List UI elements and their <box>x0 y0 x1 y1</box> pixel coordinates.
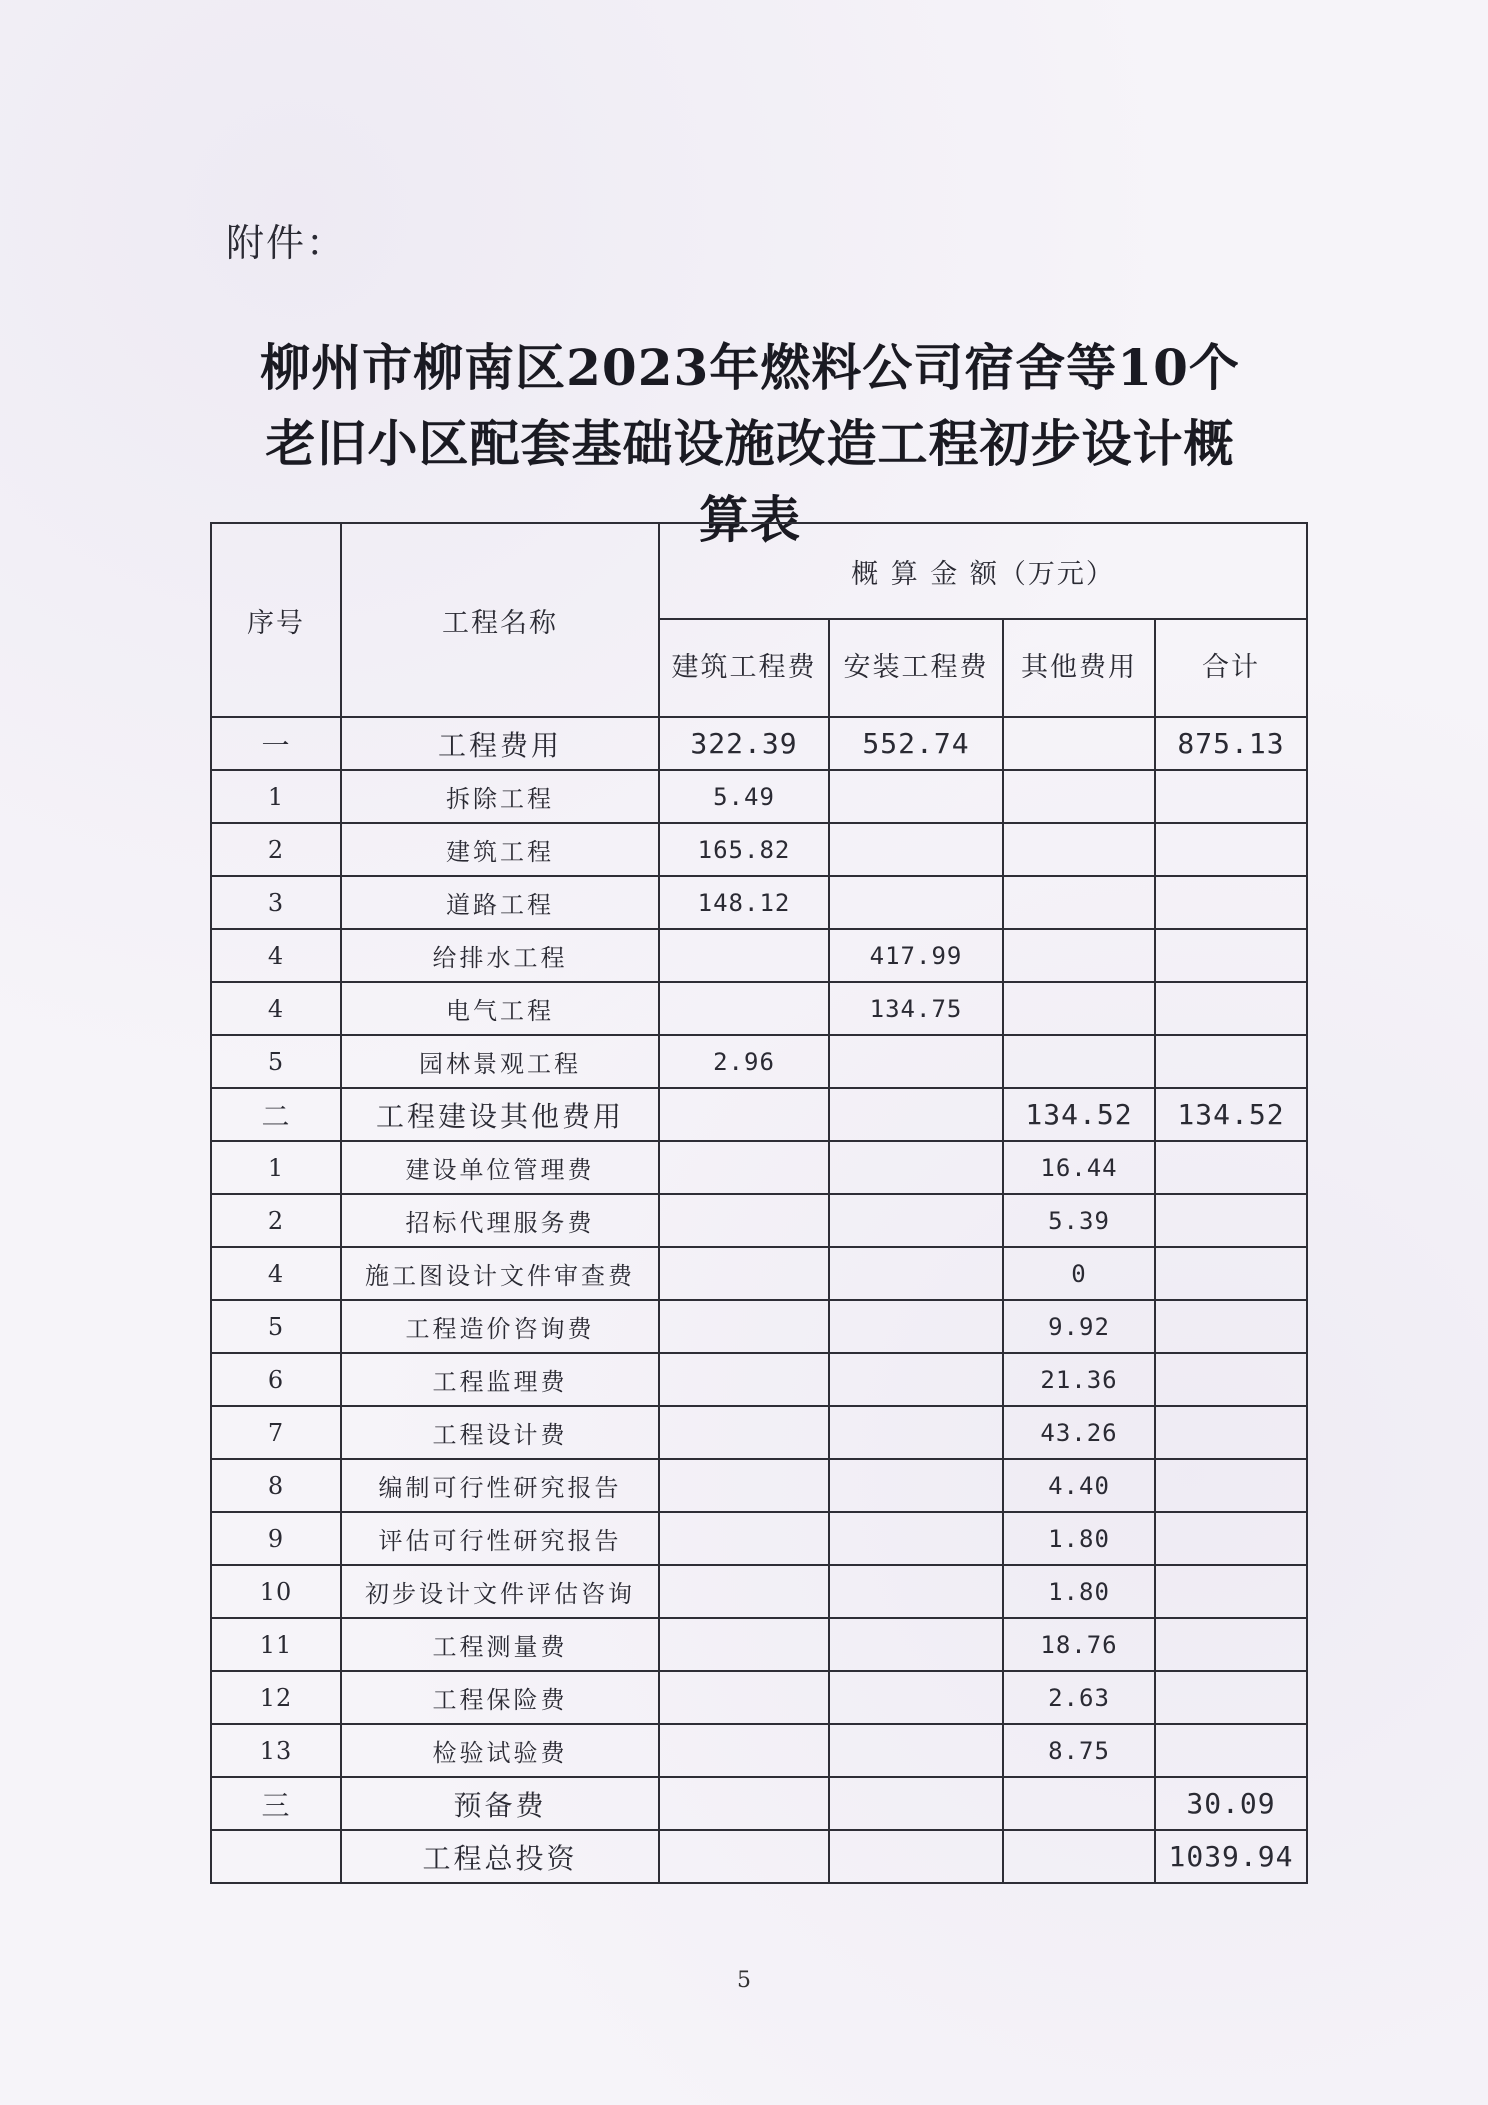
total-cell <box>1155 1035 1307 1088</box>
construction-cell <box>659 1459 829 1512</box>
other-cell <box>1003 823 1155 876</box>
total-cell <box>1155 1353 1307 1406</box>
name-cell: 拆除工程 <box>341 770 659 823</box>
name-cell: 施工图设计文件审查费 <box>341 1247 659 1300</box>
total-cell <box>1155 929 1307 982</box>
total-cell <box>1155 1300 1307 1353</box>
installation-cell <box>829 1353 1003 1406</box>
total-cell <box>1155 1618 1307 1671</box>
other-cell <box>1003 717 1155 770</box>
seq-cell: 3 <box>211 876 341 929</box>
seq-cell: 13 <box>211 1724 341 1777</box>
construction-cell <box>659 982 829 1035</box>
header-installation: 安装工程费 <box>829 619 1003 717</box>
name-cell: 工程费用 <box>341 717 659 770</box>
total-cell <box>1155 1724 1307 1777</box>
construction-cell <box>659 1565 829 1618</box>
name-cell: 给排水工程 <box>341 929 659 982</box>
name-cell: 工程保险费 <box>341 1671 659 1724</box>
seq-cell: 11 <box>211 1618 341 1671</box>
table-row <box>211 1406 1307 1459</box>
seq-cell <box>211 1830 341 1883</box>
seq-cell: 4 <box>211 1247 341 1300</box>
table-row <box>211 1618 1307 1671</box>
header-seq: 序号 <box>211 523 341 717</box>
total-cell <box>1155 823 1307 876</box>
name-cell: 评估可行性研究报告 <box>341 1512 659 1565</box>
other-cell: 21.36 <box>1003 1353 1155 1406</box>
installation-cell <box>829 1512 1003 1565</box>
seq-cell: 4 <box>211 929 341 982</box>
other-cell: 18.76 <box>1003 1618 1155 1671</box>
page-number: 5 <box>737 1968 751 1993</box>
table-row <box>211 1088 1307 1141</box>
seq-cell: 2 <box>211 823 341 876</box>
title-line: 老旧小区配套基础设施改造工程初步设计概 <box>265 414 1235 473</box>
other-cell: 134.52 <box>1003 1088 1155 1141</box>
installation-cell <box>829 1618 1003 1671</box>
seq-cell: 1 <box>211 1141 341 1194</box>
table-row <box>211 1777 1307 1830</box>
other-cell: 1.80 <box>1003 1512 1155 1565</box>
installation-cell <box>829 1300 1003 1353</box>
construction-cell: 2.96 <box>659 1035 829 1088</box>
name-cell: 建设单位管理费 <box>341 1141 659 1194</box>
name-cell: 工程测量费 <box>341 1618 659 1671</box>
construction-cell <box>659 1088 829 1141</box>
installation-cell <box>829 770 1003 823</box>
total-cell <box>1155 1247 1307 1300</box>
seq-cell: 12 <box>211 1671 341 1724</box>
header-name: 工程名称 <box>341 523 659 717</box>
table-row <box>211 1300 1307 1353</box>
construction-cell <box>659 1830 829 1883</box>
other-cell: 9.92 <box>1003 1300 1155 1353</box>
construction-cell <box>659 1141 829 1194</box>
name-cell: 初步设计文件评估咨询 <box>341 1565 659 1618</box>
construction-cell: 322.39 <box>659 717 829 770</box>
total-cell <box>1155 1194 1307 1247</box>
table-row <box>211 1724 1307 1777</box>
table-row <box>211 1830 1307 1883</box>
installation-cell <box>829 1671 1003 1724</box>
header-other: 其他费用 <box>1003 619 1155 717</box>
construction-cell <box>659 1512 829 1565</box>
other-cell <box>1003 876 1155 929</box>
installation-cell <box>829 1777 1003 1830</box>
installation-cell <box>829 1724 1003 1777</box>
installation-cell <box>829 876 1003 929</box>
installation-cell <box>829 1247 1003 1300</box>
construction-cell: 5.49 <box>659 770 829 823</box>
other-cell <box>1003 929 1155 982</box>
attachment-label: 附件： <box>226 221 347 265</box>
table-row <box>211 770 1307 823</box>
seq-cell: 2 <box>211 1194 341 1247</box>
installation-cell <box>829 1035 1003 1088</box>
installation-cell <box>829 1459 1003 1512</box>
table-row <box>211 876 1307 929</box>
total-cell: 30.09 <box>1155 1777 1307 1830</box>
installation-cell <box>829 1194 1003 1247</box>
name-cell: 建筑工程 <box>341 823 659 876</box>
seq-cell: 7 <box>211 1406 341 1459</box>
seq-cell: 二 <box>211 1088 341 1141</box>
seq-cell: 8 <box>211 1459 341 1512</box>
total-cell <box>1155 770 1307 823</box>
seq-cell: 6 <box>211 1353 341 1406</box>
table-row <box>211 1035 1307 1088</box>
header-amount-group: 概 算 金 额（万元） <box>659 523 1307 619</box>
total-cell <box>1155 1141 1307 1194</box>
total-cell: 875.13 <box>1155 717 1307 770</box>
total-cell: 1039.94 <box>1155 1830 1307 1883</box>
other-cell: 0 <box>1003 1247 1155 1300</box>
name-cell: 工程建设其他费用 <box>341 1088 659 1141</box>
name-cell: 预备费 <box>341 1777 659 1830</box>
header-total: 合计 <box>1155 619 1307 717</box>
construction-cell <box>659 1300 829 1353</box>
construction-cell <box>659 1618 829 1671</box>
seq-cell: 4 <box>211 982 341 1035</box>
title-line: 算表 <box>699 490 801 549</box>
construction-cell: 165.82 <box>659 823 829 876</box>
name-cell: 园林景观工程 <box>341 1035 659 1088</box>
other-cell <box>1003 1777 1155 1830</box>
total-cell <box>1155 876 1307 929</box>
table-row <box>211 1247 1307 1300</box>
construction-cell <box>659 1724 829 1777</box>
name-cell: 编制可行性研究报告 <box>341 1459 659 1512</box>
other-cell <box>1003 770 1155 823</box>
table-row <box>211 1512 1307 1565</box>
construction-cell <box>659 929 829 982</box>
seq-cell: 5 <box>211 1035 341 1088</box>
total-cell <box>1155 1406 1307 1459</box>
name-cell: 招标代理服务费 <box>341 1194 659 1247</box>
other-cell: 2.63 <box>1003 1671 1155 1724</box>
title-line: 柳州市柳南区2023年燃料公司宿舍等10个 <box>260 338 1240 397</box>
construction-cell <box>659 1406 829 1459</box>
other-cell <box>1003 1035 1155 1088</box>
other-cell: 8.75 <box>1003 1724 1155 1777</box>
construction-cell <box>659 1194 829 1247</box>
seq-cell: 5 <box>211 1300 341 1353</box>
other-cell: 43.26 <box>1003 1406 1155 1459</box>
installation-cell <box>829 1406 1003 1459</box>
name-cell: 工程造价咨询费 <box>341 1300 659 1353</box>
total-cell <box>1155 982 1307 1035</box>
name-cell: 电气工程 <box>341 982 659 1035</box>
other-cell: 16.44 <box>1003 1141 1155 1194</box>
construction-cell <box>659 1353 829 1406</box>
table-row <box>211 1459 1307 1512</box>
other-cell: 5.39 <box>1003 1194 1155 1247</box>
construction-cell <box>659 1671 829 1724</box>
installation-cell <box>829 1088 1003 1141</box>
table-row <box>211 1353 1307 1406</box>
table-row <box>211 717 1307 770</box>
budget-table <box>210 522 1308 1884</box>
total-cell: 134.52 <box>1155 1088 1307 1141</box>
other-cell <box>1003 1830 1155 1883</box>
other-cell: 1.80 <box>1003 1565 1155 1618</box>
total-cell <box>1155 1565 1307 1618</box>
table-row <box>211 1565 1307 1618</box>
seq-cell: 10 <box>211 1565 341 1618</box>
construction-cell <box>659 1247 829 1300</box>
total-cell <box>1155 1671 1307 1724</box>
table-row <box>211 982 1307 1035</box>
installation-cell: 134.75 <box>829 982 1003 1035</box>
seq-cell: 9 <box>211 1512 341 1565</box>
total-cell <box>1155 1459 1307 1512</box>
installation-cell <box>829 1141 1003 1194</box>
name-cell: 工程总投资 <box>341 1830 659 1883</box>
seq-cell: 三 <box>211 1777 341 1830</box>
other-cell <box>1003 982 1155 1035</box>
name-cell: 工程设计费 <box>341 1406 659 1459</box>
header-construction: 建筑工程费 <box>659 619 829 717</box>
seq-cell: 1 <box>211 770 341 823</box>
name-cell: 检验试验费 <box>341 1724 659 1777</box>
installation-cell <box>829 1565 1003 1618</box>
table-row <box>211 929 1307 982</box>
name-cell: 工程监理费 <box>341 1353 659 1406</box>
installation-cell <box>829 823 1003 876</box>
table-row <box>211 1671 1307 1724</box>
installation-cell: 552.74 <box>829 717 1003 770</box>
installation-cell <box>829 1830 1003 1883</box>
seq-cell: 一 <box>211 717 341 770</box>
name-cell: 道路工程 <box>341 876 659 929</box>
construction-cell <box>659 1777 829 1830</box>
table-row <box>211 1194 1307 1247</box>
table-row <box>211 1141 1307 1194</box>
table-body <box>211 717 1307 1883</box>
construction-cell: 148.12 <box>659 876 829 929</box>
table-row <box>211 823 1307 876</box>
total-cell <box>1155 1512 1307 1565</box>
other-cell: 4.40 <box>1003 1459 1155 1512</box>
installation-cell: 417.99 <box>829 929 1003 982</box>
